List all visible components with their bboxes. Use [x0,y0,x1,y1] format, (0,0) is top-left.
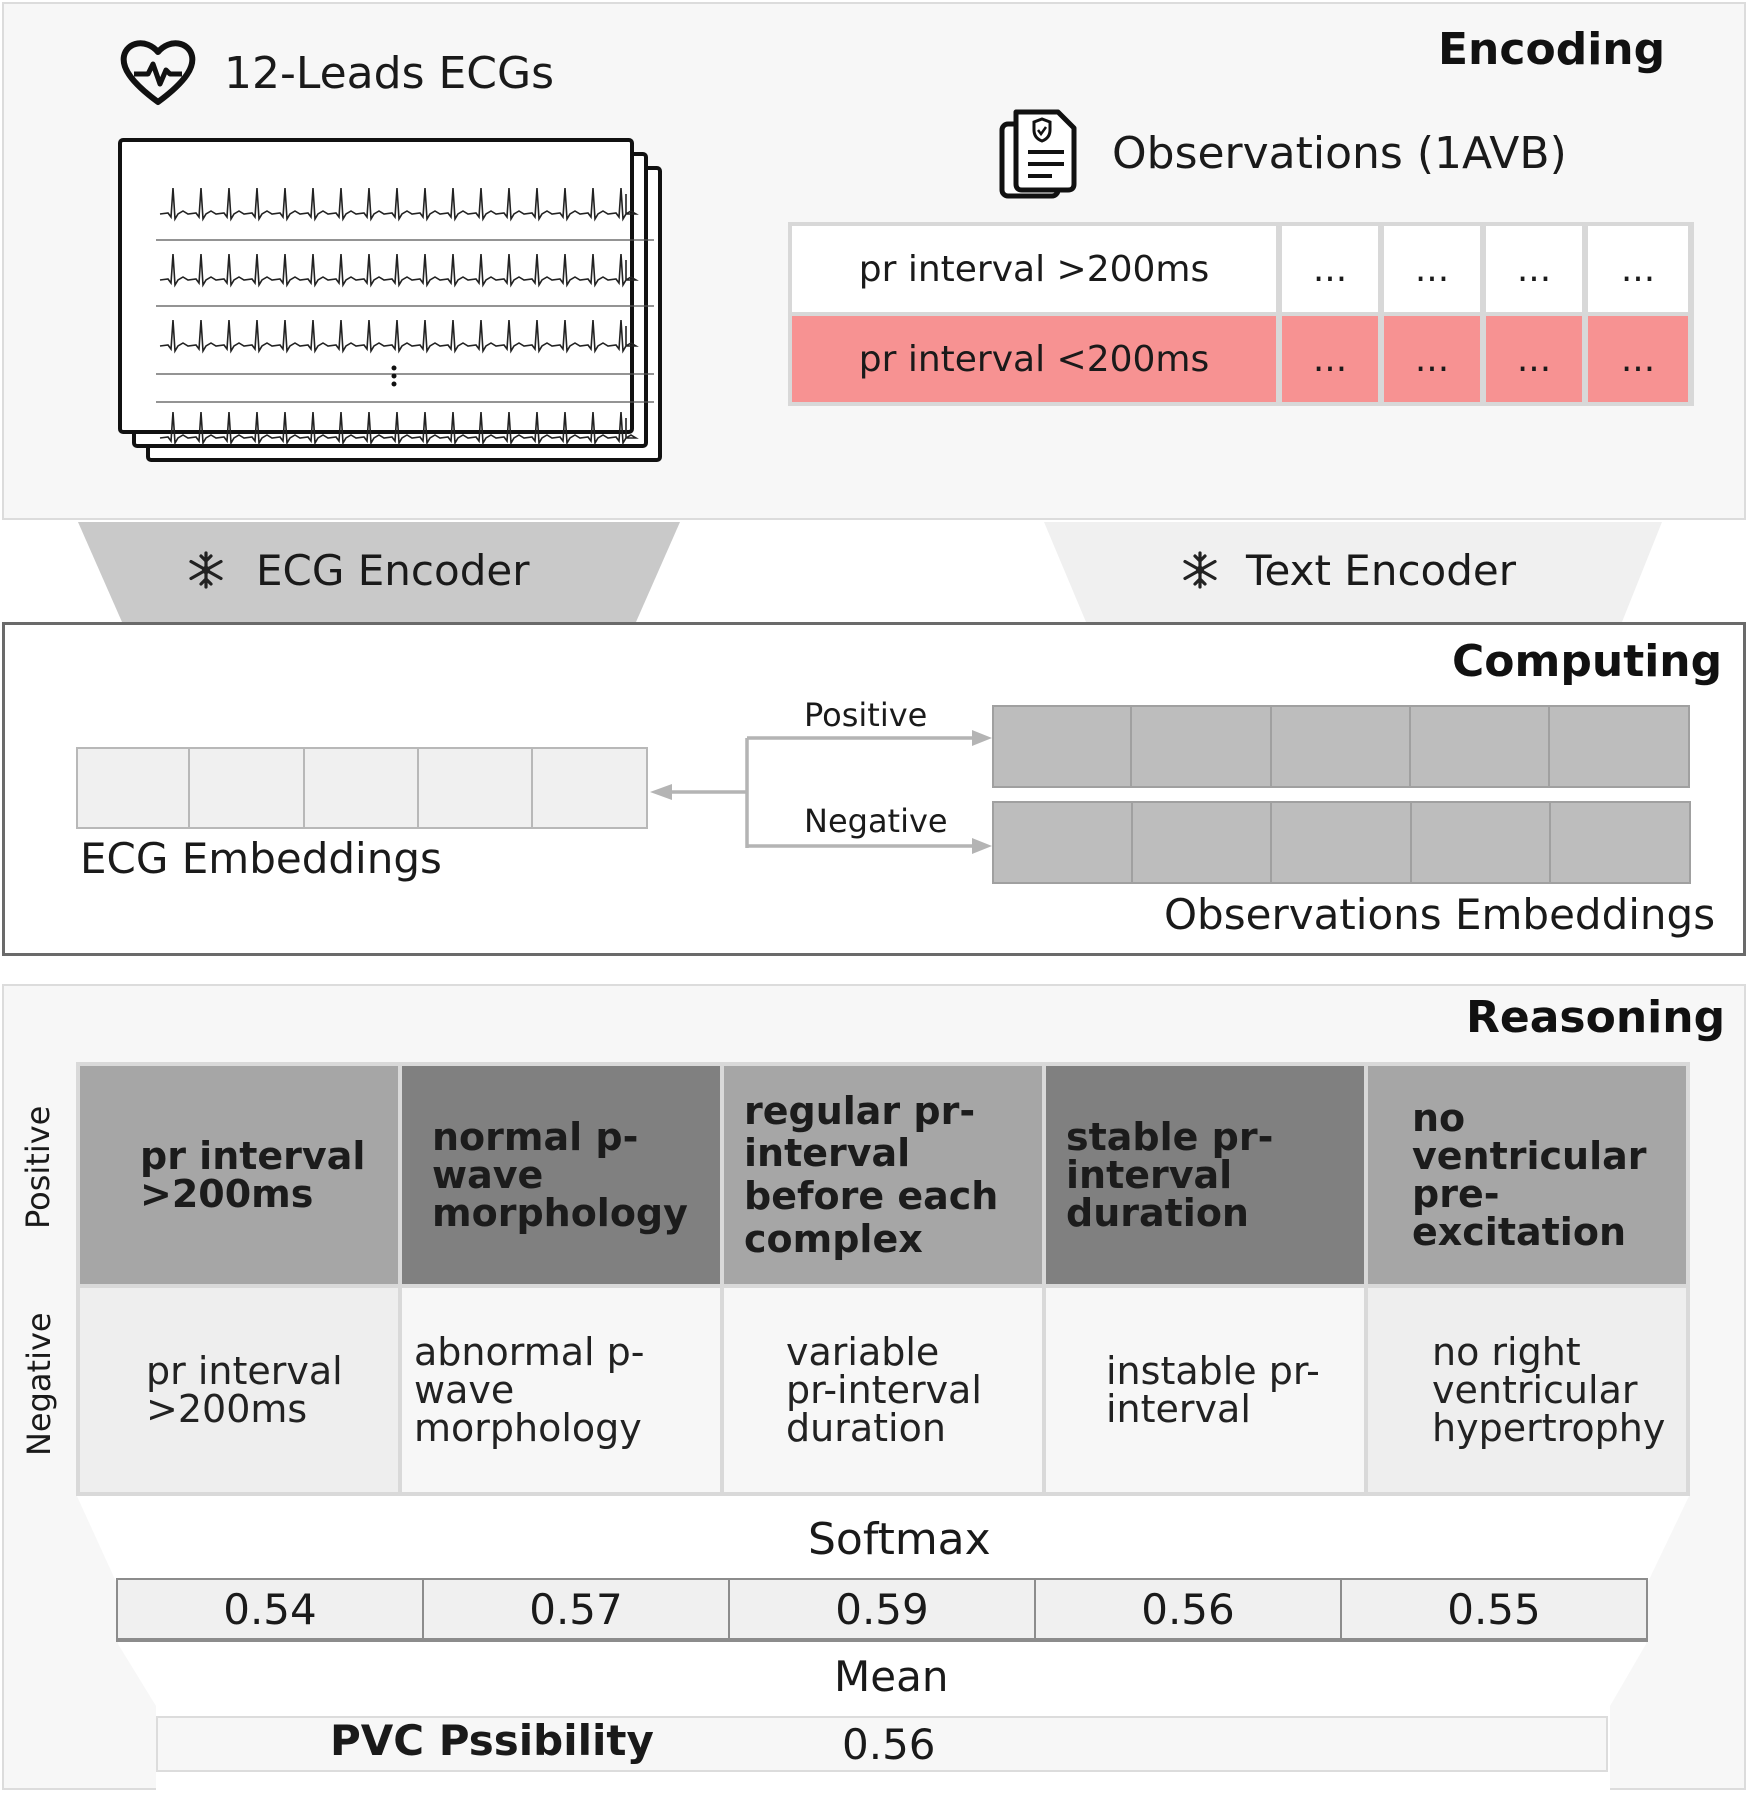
positive-embedding-cell [1132,705,1272,788]
obs-cell: ... [1588,226,1688,312]
row-label-positive: Positive [19,1105,57,1229]
positive-cell: stable pr-interval duration [1046,1066,1364,1284]
ecg-input-label: 12-Leads ECGs [224,48,555,99]
softmax-value: 0.59 [730,1580,1034,1638]
row-label-negative: Negative [20,1312,58,1456]
ecg-embeddings-label: ECG Embeddings [80,834,442,883]
ecg-embedding-cell [305,747,419,829]
softmax-label: Softmax [808,1514,991,1565]
positive-embedding-cell [1411,705,1550,788]
reasoning-title: Reasoning [1466,992,1726,1043]
obs-cell-highlight: pr interval <200ms [792,316,1276,402]
obs-cell-highlight: ... [1282,316,1378,402]
obs-cell: pr interval >200ms [792,226,1276,312]
negative-cell: no right ventricular hypertrophy [1368,1288,1686,1492]
observations-table [788,222,1694,406]
negative-embedding-cell [1412,801,1551,884]
obs-cell-highlight: ... [1384,316,1480,402]
positive-label: Positive [804,696,928,734]
computing-title: Computing [1452,636,1723,687]
documents-icon [998,108,1082,202]
connector-arrows [640,720,1000,870]
positive-cell: normal p-wave morphology [402,1066,720,1284]
softmax-value: 0.56 [1036,1580,1340,1638]
obs-cell: ... [1282,226,1378,312]
softmax-value: 0.57 [424,1580,728,1638]
heart-pulse-icon [118,36,198,108]
snowflake-icon [186,550,226,590]
softmax-value: 0.55 [1342,1580,1646,1638]
obs-cell: ... [1384,226,1480,312]
result-value: 0.56 [842,1720,936,1769]
encoding-title: Encoding [1438,24,1666,75]
ecg-embedding-cell [419,747,533,829]
softmax-value: 0.54 [118,1580,422,1638]
negative-cell: variable pr-interval duration [724,1288,1042,1492]
obs-cell-highlight: ... [1486,316,1582,402]
ecg-encoder-label: ECG Encoder [256,546,530,595]
negative-embedding-cell [1133,801,1272,884]
observations-embeddings-label: Observations Embeddings [1164,890,1716,939]
positive-cell: regular pr-interval before each complex [724,1066,1042,1284]
positive-embedding-cell [1550,705,1690,788]
negative-cell: abnormal p-wave morphology [402,1288,720,1492]
mean-label: Mean [834,1652,949,1701]
negative-embedding-cell [1551,801,1691,884]
ecg-embedding-cell [76,747,190,829]
positive-embedding-cell [992,705,1132,788]
snowflake-icon [1180,550,1220,590]
obs-cell-highlight: ... [1588,316,1688,402]
ecg-stack [116,134,676,466]
observations-label: Observations (1AVB) [1112,128,1567,179]
negative-label: Negative [804,802,948,840]
positive-embedding-cell [1272,705,1411,788]
text-encoder-label: Text Encoder [1246,546,1517,595]
ecg-embedding-cell [190,747,305,829]
obs-cell: ... [1486,226,1582,312]
positive-cell: no ventricular pre-excitation [1368,1066,1686,1284]
negative-embedding-cell [992,801,1133,884]
negative-cell: pr interval >200ms [80,1288,398,1492]
positive-cell: pr interval >200ms [80,1066,398,1284]
negative-embedding-cell [1272,801,1412,884]
negative-cell: instable pr-interval [1046,1288,1364,1492]
ecg-embedding-cell [533,747,648,829]
result-label: PVC Pssibility [330,1716,654,1765]
